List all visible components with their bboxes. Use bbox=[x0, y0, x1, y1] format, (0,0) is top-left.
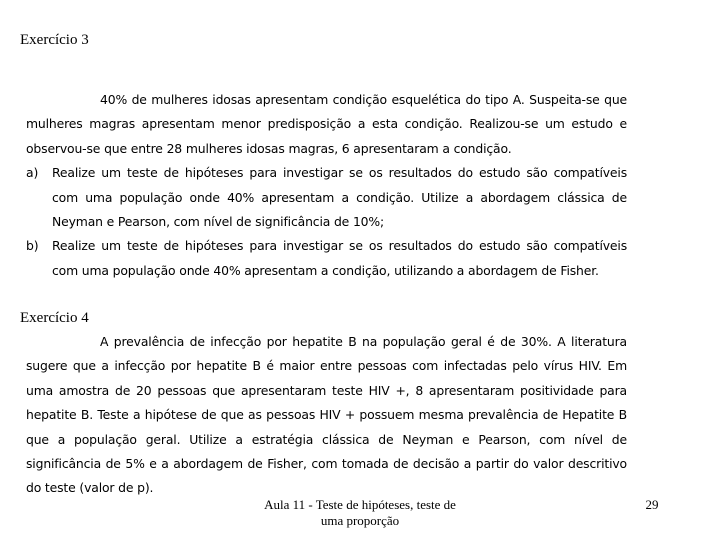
page-number: 29 bbox=[645, 497, 659, 512]
exercise-3-intro: 40% de mulheres idosas apresentam condição esquelética do tipo A. Suspeita-se que mulheres magras apresentam menor predisposição a esta condição. Realizou-se um estudo e observou-se que entre 28 mulheres idosas magras, 6 apresentaram a condição. bbox=[26, 92, 627, 156]
item-label: a) bbox=[26, 165, 39, 181]
exercise-4-heading: Exercício 4 bbox=[20, 310, 89, 326]
exercise-4-body bbox=[26, 330, 627, 501]
footer-caption-line-1: Aula 11 - Teste de hipóteses, teste de bbox=[264, 497, 456, 512]
item-text: Realize um teste de hipóteses para investigar se os resultados do estudo são compatíveis com uma população onde 40% apresentam a condição. Utilize a abordagem clássica de Neyman e Pearson, com nível de significância de 10%; bbox=[52, 165, 627, 230]
footer-caption-line-2: uma proporção bbox=[320, 513, 400, 528]
exercise-3-body bbox=[26, 88, 627, 283]
item-label: b) bbox=[26, 238, 39, 254]
exercise-3-item-a bbox=[26, 161, 627, 234]
exercise-3-item-b bbox=[26, 234, 627, 283]
exercise-4-text: A prevalência de infecção por hepatite B na população geral é de 30%. A literatura sugere que a infecção por hepatite B é maior entre pessoas com infectadas pelo vírus HIV. Em uma amostra de 20 pessoas que apresentaram teste HIV +, 8 apresentaram positividade para hepatite B. Teste a hipótese de que as pessoas HIV + possuem mesma prevalência de Hepatite B que a população geral. Utilize a estratégia clássica de Neyman e Pearson, com nível de significância de 5% e a abordagem de Fisher, com tomada de decisão a partir do valor descritivo do teste (valor de p). bbox=[26, 334, 627, 496]
item-text: Realize um teste de hipóteses para investigar se os resultados do estudo são compatíveis com uma população onde 40% apresentam a condição, utilizando a abordagem de Fisher. bbox=[52, 238, 627, 278]
exercise-3-heading: Exercício 3 bbox=[20, 32, 89, 48]
footer-caption bbox=[240, 497, 480, 529]
